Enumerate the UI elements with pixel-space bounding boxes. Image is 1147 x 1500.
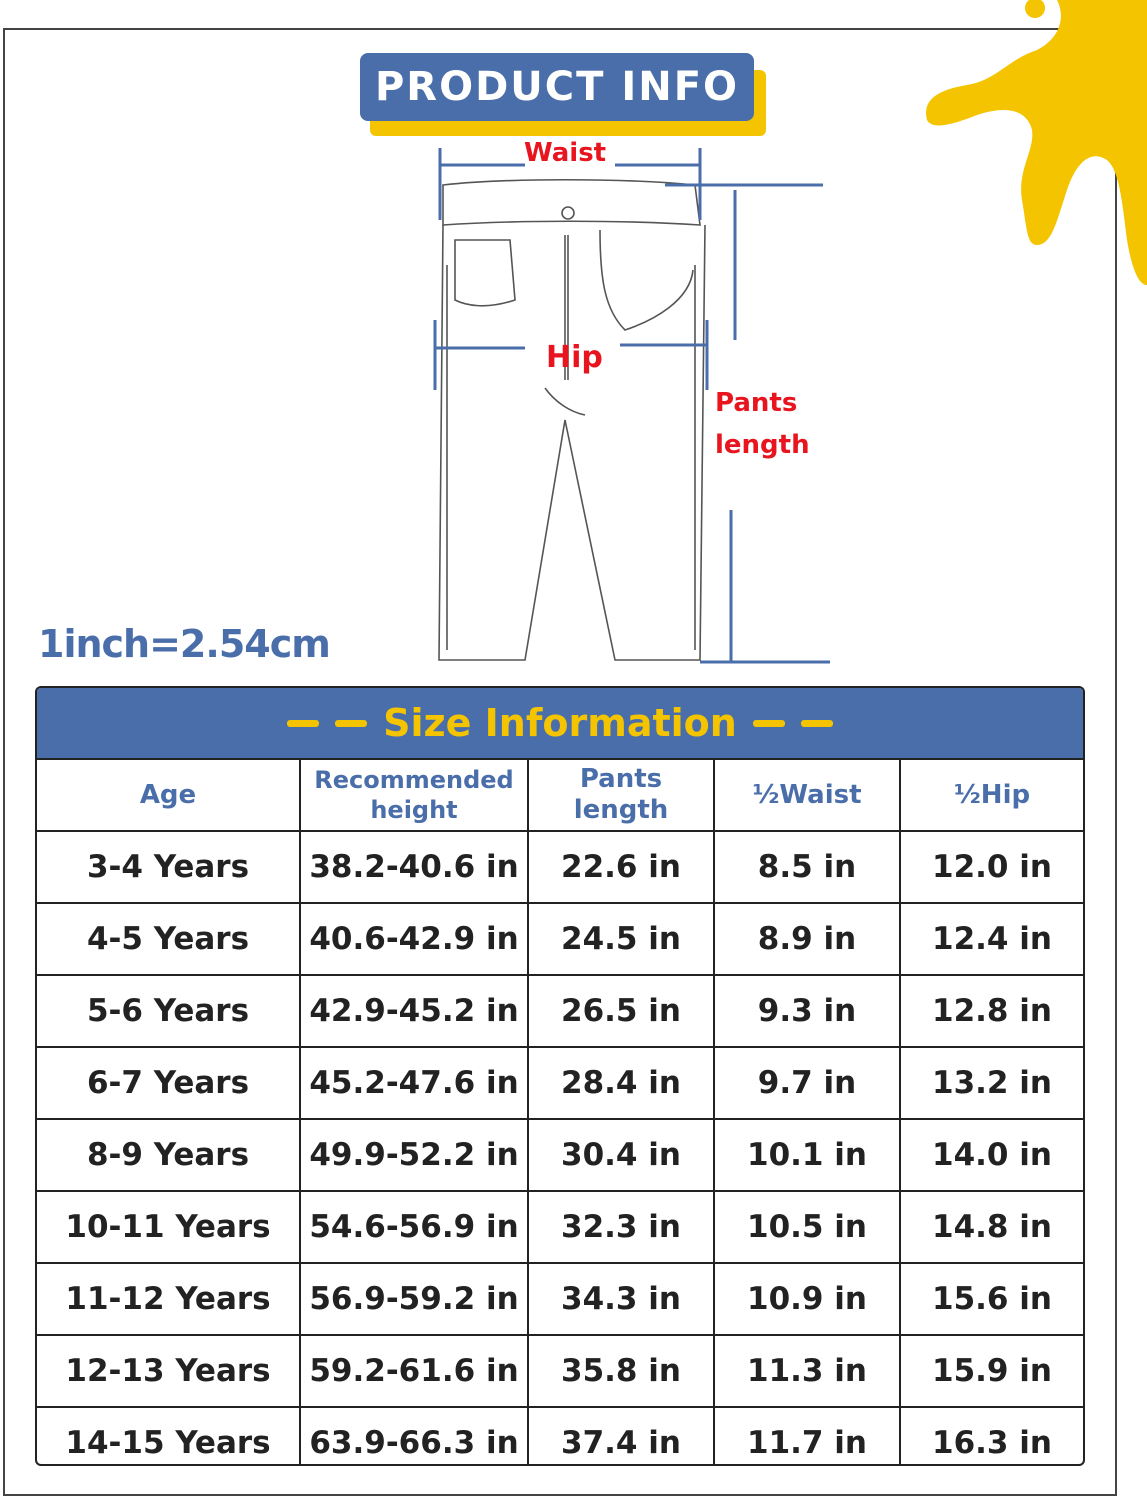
size-rows [37, 831, 1083, 1466]
waist-label: Waist [524, 138, 607, 168]
cell-pants-length: 32.3 in [528, 1191, 714, 1263]
cell-height: 42.9-45.2 in [300, 975, 528, 1047]
table-row [37, 1263, 1083, 1335]
cell-half-waist: 11.7 in [714, 1407, 900, 1466]
col-header-half-hip: ½Hip [900, 760, 1083, 831]
cell-half-waist: 9.3 in [714, 975, 900, 1047]
cell-height: 45.2-47.6 in [300, 1047, 528, 1119]
col-header-pants-length: Pants length [528, 760, 714, 831]
dash-decoration [753, 720, 785, 727]
cell-height: 59.2-61.6 in [300, 1335, 528, 1407]
cell-pants-length: 37.4 in [528, 1407, 714, 1466]
cell-half-hip: 15.9 in [900, 1335, 1083, 1407]
cell-half-waist: 10.1 in [714, 1119, 900, 1191]
col-header-height: Recommended height [300, 760, 528, 831]
cell-half-hip: 12.8 in [900, 975, 1083, 1047]
table-row [37, 1191, 1083, 1263]
cell-age: 14-15 Years [37, 1407, 300, 1466]
cell-pants-length: 22.6 in [528, 831, 714, 903]
cell-height: 40.6-42.9 in [300, 903, 528, 975]
cell-pants-length: 35.8 in [528, 1335, 714, 1407]
cell-height: 49.9-52.2 in [300, 1119, 528, 1191]
cell-half-hip: 16.3 in [900, 1407, 1083, 1466]
cell-height: 56.9-59.2 in [300, 1263, 528, 1335]
table-row [37, 1335, 1083, 1407]
cell-pants-length: 28.4 in [528, 1047, 714, 1119]
table-row [37, 1119, 1083, 1191]
cell-half-hip: 12.4 in [900, 903, 1083, 975]
cell-half-hip: 15.6 in [900, 1263, 1083, 1335]
table-row [37, 1407, 1083, 1466]
cell-half-hip: 14.0 in [900, 1119, 1083, 1191]
dash-decoration [335, 720, 367, 727]
cell-half-waist: 10.5 in [714, 1191, 900, 1263]
cell-age: 6-7 Years [37, 1047, 300, 1119]
table-row [37, 903, 1083, 975]
cell-height: 63.9-66.3 in [300, 1407, 528, 1466]
table-row [37, 831, 1083, 903]
cell-half-waist: 10.9 in [714, 1263, 900, 1335]
dash-decoration [287, 720, 319, 727]
size-table-title: Size Information [383, 701, 737, 745]
cell-pants-length: 26.5 in [528, 975, 714, 1047]
cell-half-waist: 11.3 in [714, 1335, 900, 1407]
cell-half-hip: 12.0 in [900, 831, 1083, 903]
cell-pants-length: 30.4 in [528, 1119, 714, 1191]
cell-age: 8-9 Years [37, 1119, 300, 1191]
size-table [35, 686, 1085, 1466]
cell-pants-length: 24.5 in [528, 903, 714, 975]
paint-splash-decoration [907, 0, 1147, 290]
table-row [37, 975, 1083, 1047]
unit-conversion: 1inch=2.54cm [38, 622, 330, 666]
cell-age: 12-13 Years [37, 1335, 300, 1407]
col-header-age: Age [37, 760, 300, 831]
cell-height: 54.6-56.9 in [300, 1191, 528, 1263]
cell-age: 10-11 Years [37, 1191, 300, 1263]
pants-length-label: Pants length [715, 388, 810, 460]
cell-half-waist: 8.9 in [714, 903, 900, 975]
table-row [37, 1047, 1083, 1119]
table-header-row [37, 760, 1083, 831]
col-header-half-waist: ½Waist [714, 760, 900, 831]
cell-age: 11-12 Years [37, 1263, 300, 1335]
cell-age: 4-5 Years [37, 903, 300, 975]
size-table-header [37, 688, 1083, 760]
cell-half-waist: 9.7 in [714, 1047, 900, 1119]
page-title: PRODUCT INFO [360, 53, 754, 121]
cell-age: 3-4 Years [37, 831, 300, 903]
size-grid [37, 760, 1083, 1466]
cell-half-waist: 8.5 in [714, 831, 900, 903]
hip-label: Hip [546, 340, 603, 375]
cell-half-hip: 14.8 in [900, 1191, 1083, 1263]
cell-half-hip: 13.2 in [900, 1047, 1083, 1119]
dash-decoration [801, 720, 833, 727]
cell-pants-length: 34.3 in [528, 1263, 714, 1335]
cell-age: 5-6 Years [37, 975, 300, 1047]
cell-height: 38.2-40.6 in [300, 831, 528, 903]
